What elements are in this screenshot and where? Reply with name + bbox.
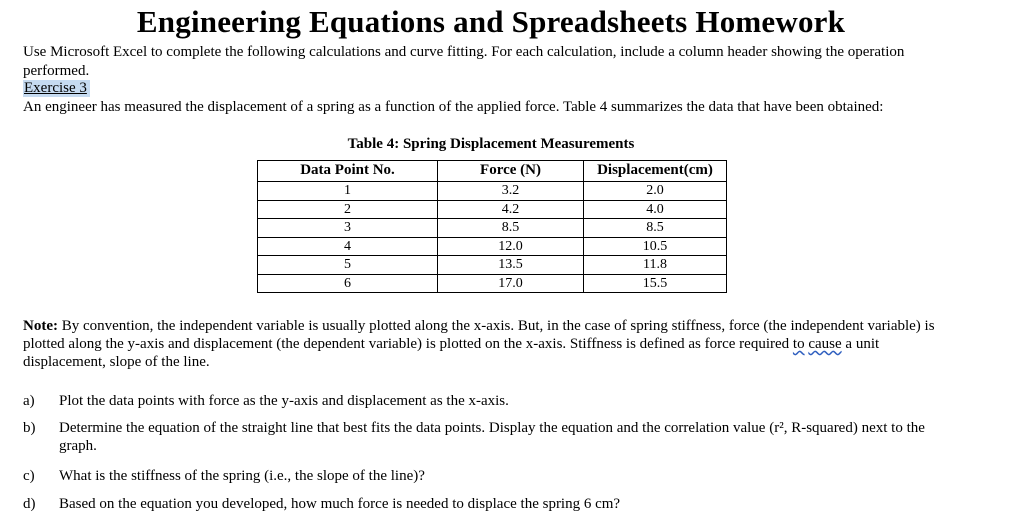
spellcheck-flag-to[interactable]: to [792, 336, 805, 352]
header-data-point: Data Point No. [258, 161, 438, 182]
intro-paragraph: Use Microsoft Excel to complete the following calculations and curve fitting. For each calculation, include a column header showing the operation performed. [23, 44, 905, 79]
cell-displacement: 8.5 [584, 219, 727, 238]
problem-statement: An engineer has measured the displacement of a spring as a function of the applied force. Table 4 summarizes the data that have been obtained: [23, 99, 884, 115]
question-text: Plot the data points with force as the y-axis and displacement as the x-axis. [59, 393, 509, 409]
spring-data-table [257, 160, 727, 293]
cell-point: 2 [258, 200, 438, 219]
note-label: Note: [23, 318, 58, 334]
cell-force: 3.2 [438, 182, 584, 201]
document-title: Engineering Equations and Spreadsheets Homework [136, 4, 846, 39]
header-force: Force (N) [438, 161, 584, 182]
table-row [258, 200, 727, 219]
cell-displacement: 11.8 [584, 256, 727, 275]
spellcheck-flag-cause[interactable]: cause [808, 336, 842, 352]
question-letter: b) [23, 420, 36, 436]
table-header-row [258, 161, 727, 182]
table-row [258, 274, 727, 293]
cell-force: 12.0 [438, 237, 584, 256]
question-letter: a) [23, 393, 35, 409]
note-paragraph [23, 317, 943, 371]
cell-point: 6 [258, 274, 438, 293]
table-caption: Table 4: Spring Displacement Measurements [347, 136, 635, 152]
table-row [258, 182, 727, 201]
exercise-heading[interactable]: Exercise 3 [23, 80, 90, 97]
question-text: Determine the equation of the straight line that best fits the data points. Display the equation and the correlation value (r², R-squared) next to the graph. [59, 420, 925, 454]
cell-point: 3 [258, 219, 438, 238]
cell-force: 4.2 [438, 200, 584, 219]
cell-displacement: 10.5 [584, 237, 727, 256]
cell-force: 13.5 [438, 256, 584, 275]
question-text: What is the stiffness of the spring (i.e., the slope of the line)? [59, 468, 425, 484]
table-row [258, 219, 727, 238]
question-text: Based on the equation you developed, how much force is needed to displace the spring 6 cm? [59, 496, 621, 512]
cell-displacement: 15.5 [584, 274, 727, 293]
header-displacement: Displacement(cm) [584, 161, 727, 182]
question-letter: d) [23, 496, 36, 512]
cell-point: 4 [258, 237, 438, 256]
cell-force: 8.5 [438, 219, 584, 238]
cell-point: 5 [258, 256, 438, 275]
note-text: By convention, the independent variable is usually plotted along the x-axis. But, in the case of spring stiffness, force (the independent variable) is plotted along the y-axis and displacement (the dependent variable) is plotted on the x-axis. Stiffness is defined as force required [23, 318, 935, 352]
question-letter: c) [23, 468, 35, 484]
cell-point: 1 [258, 182, 438, 201]
cell-force: 17.0 [438, 274, 584, 293]
note-text-end: a unit displacement, slope of the line. [23, 336, 880, 370]
cell-displacement: 4.0 [584, 200, 727, 219]
cell-displacement: 2.0 [584, 182, 727, 201]
table-row [258, 237, 727, 256]
table-row [258, 256, 727, 275]
